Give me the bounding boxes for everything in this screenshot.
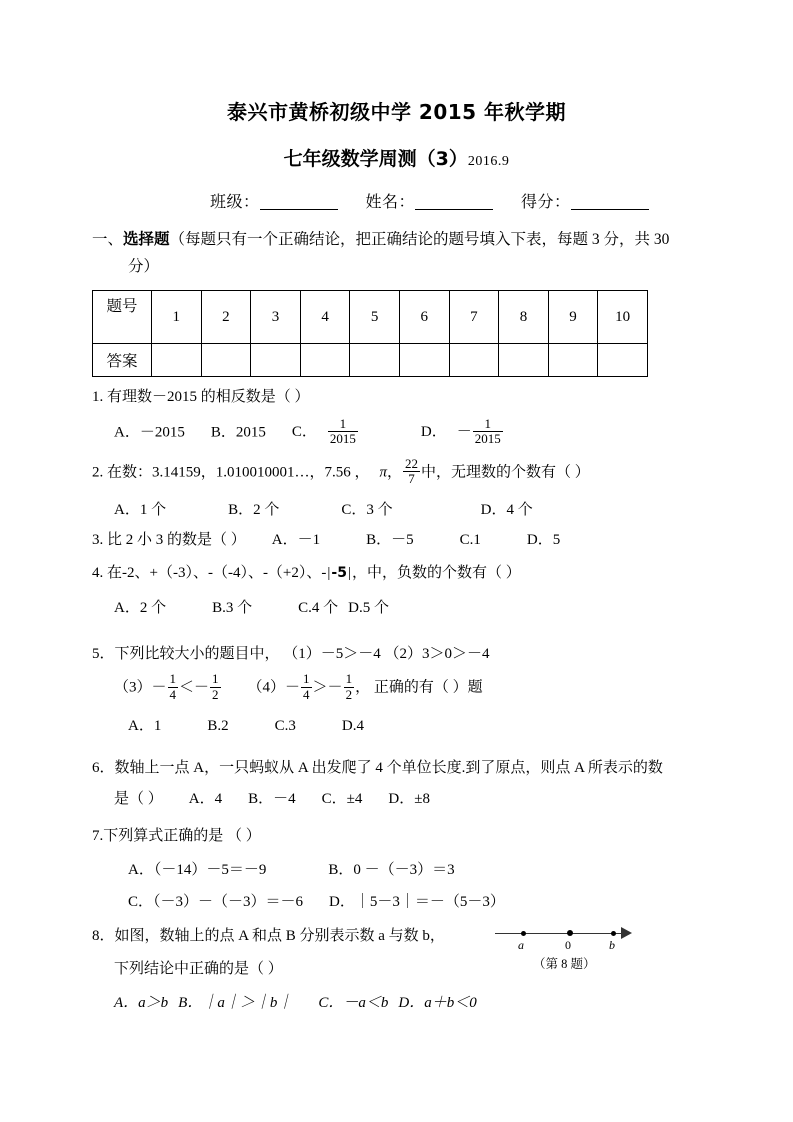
option-7-c[interactable]: C．（－3）－（－3）＝－6	[128, 894, 304, 911]
question-8-stem-line-2: 下列结论中正确的是（ ）	[114, 960, 283, 977]
option-5-c[interactable]: C.3	[274, 717, 296, 734]
question-2	[0, 448, 793, 488]
option-3-c[interactable]: C.1	[459, 531, 481, 548]
point-b-dot	[611, 931, 616, 936]
class-input-blank[interactable]	[260, 209, 338, 210]
question-1-stem: 1. 有理数－2015 的相反数是（ ）	[92, 389, 310, 406]
question-8-number-line-figure	[495, 922, 645, 971]
table-header-label: 题号	[93, 291, 152, 344]
option-2-d[interactable]: D．4 个	[480, 501, 533, 518]
question-6	[0, 735, 793, 780]
option-5-d[interactable]: D.4	[341, 717, 364, 734]
section-title: 选择题	[123, 230, 170, 248]
table-row-answers	[93, 344, 648, 377]
question-7	[0, 811, 793, 848]
option-6-b[interactable]: B．－4	[248, 791, 296, 808]
option-6-a[interactable]: A．4	[188, 791, 223, 808]
question-2-stem: 2. 在数：3.14159，1.010010001…，7.56 ， π， $\frac{22}{7}$ 中，无理数的个数有（ ）	[92, 455, 590, 487]
option-2-b[interactable]: B．2 个	[228, 501, 280, 518]
section-desc-line-2: 分）	[128, 258, 160, 276]
answer-table	[92, 290, 648, 377]
option-8-a[interactable]: A．a＞b	[114, 995, 169, 1012]
option-8-c[interactable]: C．－a＜b	[318, 995, 389, 1012]
table-cell-answer[interactable]	[499, 344, 549, 377]
point-a-label: a	[518, 938, 524, 952]
table-cell-answer[interactable]	[201, 344, 251, 377]
arrow-head-icon	[621, 927, 632, 939]
question-7-options-row-2	[0, 879, 793, 911]
option-1-b[interactable]: B．2015	[210, 424, 266, 441]
option-4-a[interactable]: A．2 个	[114, 599, 167, 616]
table-cell-answer[interactable]	[300, 344, 350, 377]
table-cell-number: 9	[548, 291, 598, 344]
question-5-stem-line-1: 5．下列比较大小的题目中， （1）－5＞－4 （2）3＞0＞－4	[92, 645, 490, 662]
table-cell-number: 7	[449, 291, 499, 344]
option-4-b[interactable]: B.3 个	[212, 599, 253, 616]
option-8-d[interactable]: D．a＋b＜0	[398, 995, 477, 1012]
question-7-options-row-1	[0, 847, 793, 879]
option-1-c[interactable]: C． $\frac{1}{2015}$	[291, 415, 356, 447]
option-5-b[interactable]: B.2	[207, 717, 229, 734]
question-8-stem-line-1: 8．如图，数轴上的点 A 和点 B 分别表示数 a 与数 b，	[92, 928, 445, 945]
option-2-a[interactable]: A．1 个	[114, 501, 167, 518]
point-origin-label: 0	[565, 938, 571, 952]
table-cell-answer[interactable]	[350, 344, 400, 377]
table-cell-answer[interactable]	[152, 344, 202, 377]
question-4-stem: 4. 在-2、+（-3）、-（-4）、-（+2）、-|-5|，中，负数的个数有（ ）	[92, 562, 793, 585]
option-3-a[interactable]: A．－1	[271, 531, 321, 548]
class-label: 班级：	[210, 194, 260, 211]
table-row-numbers	[93, 291, 648, 344]
fraction: $\frac{1}{2015}$	[329, 415, 356, 447]
table-cell-number: 8	[499, 291, 549, 344]
table-cell-answer[interactable]	[598, 344, 648, 377]
fraction: $\frac{1}{2015}$	[474, 415, 501, 447]
point-b-label: b	[609, 938, 615, 952]
option-1-d[interactable]: D． － $\frac{1}{2015}$	[420, 415, 501, 447]
section-desc-line-1: （每题只有一个正确结论，把正确结论的题号填入下表，每题 3 分，共 30	[169, 231, 670, 248]
option-7-a[interactable]: A．（－14）－5＝－9	[128, 862, 267, 879]
option-7-d[interactable]: D．｜5－3｜＝－（5－3）	[329, 894, 505, 911]
question-6-line-2	[0, 779, 793, 811]
student-info-row	[0, 171, 793, 212]
option-6-c[interactable]: C．±4	[321, 791, 363, 808]
point-a-dot	[521, 931, 526, 936]
question-5-stem-line-2-wrap	[0, 665, 793, 703]
page-title-school: 泰兴市黄桥初级中学 2015 年秋学期	[226, 100, 567, 124]
score-label: 得分：	[521, 194, 571, 211]
table-cell-answer[interactable]	[548, 344, 598, 377]
table-cell-answer[interactable]	[449, 344, 499, 377]
name-input-blank[interactable]	[415, 209, 493, 210]
section-prefix: 一、	[92, 231, 124, 248]
question-2-options	[0, 488, 793, 519]
question-3	[0, 519, 793, 552]
option-6-d[interactable]: D．±8	[388, 791, 430, 808]
option-8-b[interactable]: B．｜a｜＞｜b｜	[178, 995, 293, 1012]
table-answer-label: 答案	[93, 344, 152, 377]
number-line-axis	[495, 933, 623, 934]
table-cell-number: 10	[598, 291, 648, 344]
abs-bar-open: |	[327, 565, 331, 582]
question-1	[0, 377, 793, 409]
page-title-exam	[0, 125, 793, 171]
fraction: $\frac{1}{2}$	[345, 671, 353, 702]
question-4-options	[0, 585, 793, 617]
abs-bar-close: |	[347, 565, 351, 582]
table-cell-answer[interactable]	[399, 344, 449, 377]
option-3-b[interactable]: B．－5	[366, 531, 414, 548]
section-1-heading	[0, 212, 704, 280]
exam-title-text: 七年级数学周测（3）	[283, 148, 468, 170]
option-4-d[interactable]: D.5 个	[348, 599, 389, 616]
name-label: 姓名：	[365, 194, 416, 211]
option-3-d[interactable]: D．5	[526, 531, 561, 548]
fraction: $\frac{1}{2}$	[212, 671, 219, 702]
table-cell-number: 5	[350, 291, 400, 344]
score-input-blank[interactable]	[571, 209, 649, 210]
question-8-line-2	[0, 948, 793, 981]
question-1-options	[0, 409, 793, 448]
question-3-stem: 3. 比 2 小 3 的数是（ ）	[92, 531, 246, 548]
figure-caption: （第 8 题）	[533, 957, 596, 971]
option-1-a[interactable]: A．－2015	[114, 424, 185, 441]
fraction: $\frac{1}{4}$	[303, 671, 310, 702]
question-3-line	[92, 529, 793, 552]
table-cell-number: 2	[201, 291, 251, 344]
question-5	[0, 617, 793, 666]
option-7-b[interactable]: B．0 －（－3）＝3	[328, 862, 455, 879]
question-8-options	[0, 980, 793, 1012]
table-cell-number: 6	[399, 291, 449, 344]
question-5-stem-line-2: （3）－ $\frac{1}{4}$ ＜－ $\frac{1}{2}$ （4）－ $\frac{1}{4}$ ＞－ $\frac{1}{2}$ ， 正确的有（ ）题	[114, 671, 483, 702]
question-7-stem: 7.下列算式正确的是 （ ）	[92, 827, 261, 844]
option-4-c[interactable]: C.4 个	[298, 599, 339, 616]
table-cell-number: 1	[152, 291, 202, 344]
question-6-stem-line-1: 6．数轴上一点 A，一只蚂蚁从 A 出发爬了 4 个单位长度.到了原点，则点 A 所表示的数	[92, 759, 663, 776]
fraction: $\frac{1}{4}$	[169, 671, 177, 702]
pi-symbol: π	[379, 464, 388, 481]
option-5-a[interactable]: A．1	[128, 717, 162, 734]
question-4	[0, 551, 793, 585]
table-cell-number: 4	[300, 291, 350, 344]
table-cell-number: 3	[251, 291, 301, 344]
point-origin-dot	[567, 930, 573, 936]
fraction: $\frac{22}{7}$	[405, 455, 419, 487]
answer-table-wrap	[0, 280, 793, 377]
question-6-stem-line-2: 是（ ）	[114, 791, 163, 808]
table-cell-answer[interactable]	[251, 344, 301, 377]
question-5-options	[0, 704, 793, 735]
exam-date: 2016.9	[467, 154, 510, 169]
option-2-c[interactable]: C．3 个	[341, 501, 393, 518]
question-8	[0, 911, 793, 948]
